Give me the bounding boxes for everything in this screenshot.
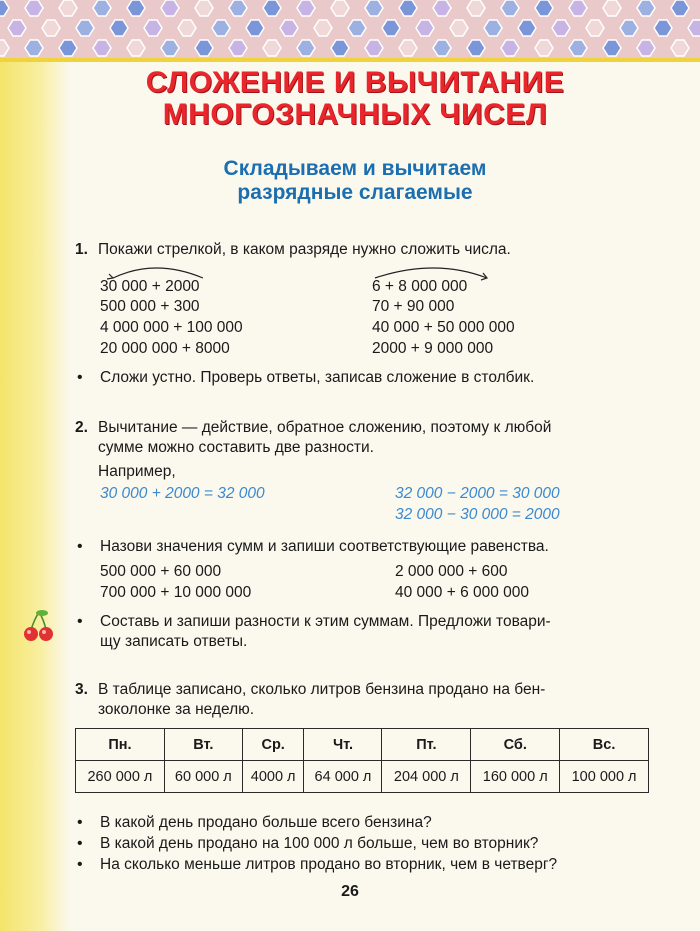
task1-right-2: 70 + 90 000 (372, 298, 455, 315)
example-difference-2: 32 000 − 30 000 = 2000 (395, 506, 560, 523)
task1-left-4: 20 000 000 + 8000 (100, 340, 230, 357)
task3-question-2: В какой день продано на 100 000 л больше, чем во вторник? (100, 835, 539, 852)
table-row (76, 761, 649, 793)
table-cell: 160 000 л (471, 761, 560, 793)
table-header-cell: Сб. (471, 729, 560, 761)
sum-right-2: 40 000 + 6 000 000 (395, 584, 530, 601)
task3-line1: В таблице записано, сколько литров бензина продано на бен- (98, 681, 546, 698)
task1-number: 1. (75, 241, 88, 258)
sum-left-2: 700 000 + 10 000 000 (100, 584, 252, 601)
sum-left-1: 500 000 + 60 000 (100, 563, 222, 580)
table-cell: 260 000 л (76, 761, 165, 793)
task3-line2: зоколонке за неделю. (98, 701, 255, 718)
task1-left-1: 30 000 + 2000 (100, 278, 200, 295)
task1-right-4: 2000 + 9 000 000 (372, 340, 494, 357)
task2-line1: Вычитание — действие, обратное сложению, поэтому к любой (98, 419, 552, 436)
table-header-row (76, 729, 649, 761)
task3-question-3: На сколько меньше литров продано во вторник, чем в четверг? (100, 856, 558, 873)
bullet-icon: • (77, 814, 83, 831)
table-header-cell: Пн. (76, 729, 165, 761)
fuel-sales-table (75, 728, 649, 793)
table-header-cell: Пт. (382, 729, 471, 761)
task3-number: 3. (75, 681, 88, 698)
bullet-icon: • (77, 538, 83, 555)
table-cell: 204 000 л (382, 761, 471, 793)
example-difference-1: 32 000 − 2000 = 30 000 (395, 485, 560, 502)
table-cell: 100 000 л (560, 761, 649, 793)
section-subtitle-line1: Складываем и вычитаем (223, 157, 487, 180)
task1-right-1: 6 + 8 000 000 (372, 278, 468, 295)
sum-right-1: 2 000 000 + 600 (395, 563, 508, 580)
table-header-cell: Чт. (304, 729, 382, 761)
task2-line2: сумме можно составить две разности. (98, 439, 374, 456)
table-header-cell: Вс. (560, 729, 649, 761)
decorative-banner (0, 0, 700, 58)
section-subtitle-line2: разрядные слагаемые (237, 181, 473, 204)
task1-left-2: 500 000 + 300 (100, 298, 200, 315)
example-sum: 30 000 + 2000 = 32 000 (100, 485, 265, 502)
task2-bullet2-line1: Составь и запиши разности к этим суммам. Предложи товари- (100, 613, 551, 630)
bullet-icon: • (77, 835, 83, 852)
bullet-icon: • (77, 856, 83, 873)
task1-text: Покажи стрелкой, в каком разряде нужно сложить числа. (98, 241, 511, 258)
banner-underline (0, 58, 700, 62)
table-cell: 4000 л (242, 761, 304, 793)
page-margin-strip (0, 58, 70, 931)
task3-question-1: В какой день продано больше всего бензина? (100, 814, 432, 831)
page-title-line1: СЛОЖЕНИЕ И ВЫЧИТАНИЕ (145, 66, 565, 99)
task1-left-3: 4 000 000 + 100 000 (100, 319, 243, 336)
task2-bullet1: Назови значения сумм и запиши соответствующие равенства. (100, 538, 549, 555)
bullet-icon: • (77, 613, 83, 630)
task1-bullet: Сложи устно. Проверь ответы, записав сложение в столбик. (100, 369, 535, 386)
table-header-cell: Вт. (164, 729, 242, 761)
table-cell: 64 000 л (304, 761, 382, 793)
table-header-cell: Ср. (242, 729, 304, 761)
task2-bullet2-line2: щу записать ответы. (100, 633, 248, 650)
page-title-line2: МНОГОЗНАЧНЫХ ЧИСЕЛ (162, 98, 548, 131)
task2-number: 2. (75, 419, 88, 436)
page-number: 26 (341, 883, 359, 900)
cherry-icon (22, 608, 56, 644)
task1-right-3: 40 000 + 50 000 000 (372, 319, 515, 336)
table-cell: 60 000 л (164, 761, 242, 793)
bullet-icon: • (77, 369, 83, 386)
example-label: Например, (98, 463, 176, 480)
